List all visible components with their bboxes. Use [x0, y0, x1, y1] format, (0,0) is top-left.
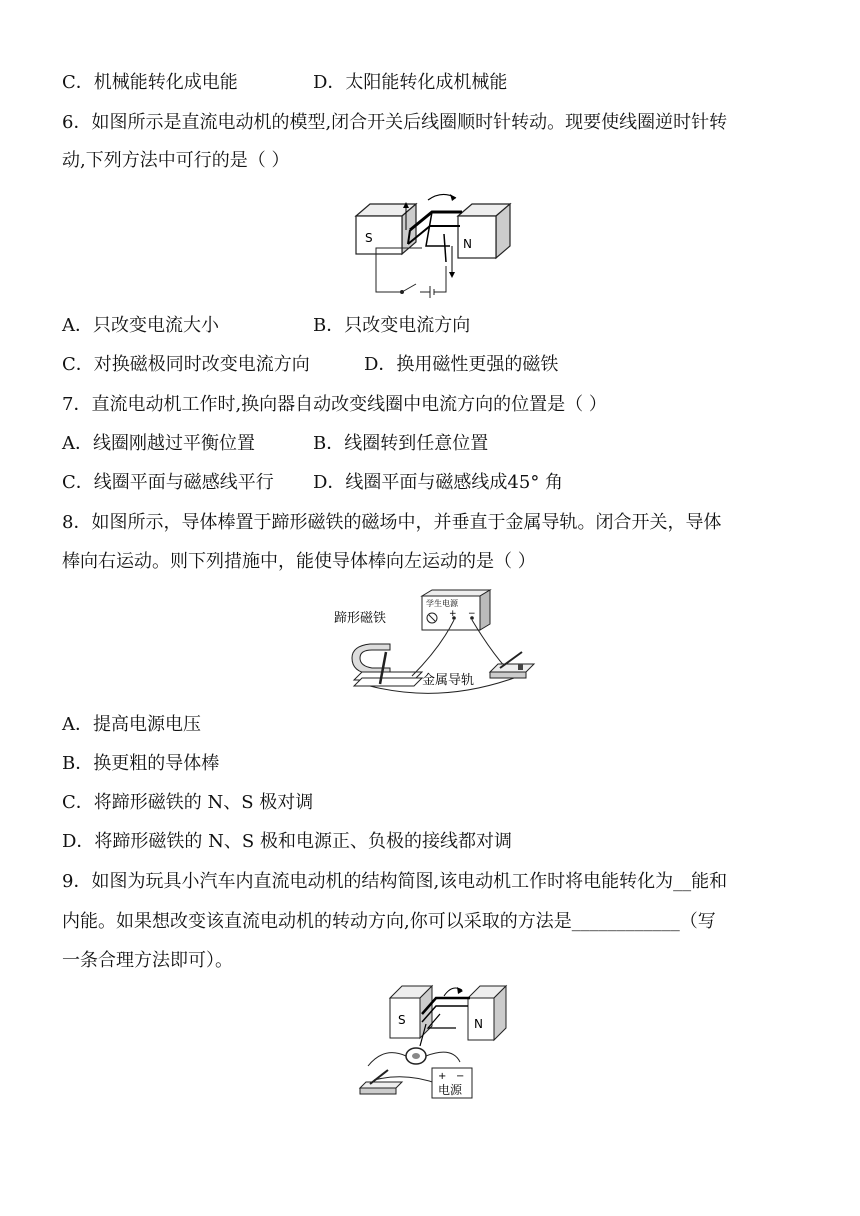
- q9-s-magnet: [390, 986, 432, 1038]
- q8-power-label: 学生电源: [426, 599, 458, 608]
- q9-n-magnet: [468, 986, 506, 1040]
- q9-stem-line-1: 9．如图为玩具小汽车内直流电动机的结构简图,该电动机工作时将电能转化为__能和: [62, 871, 728, 892]
- q9-switch: [360, 1070, 402, 1094]
- q8-plus-label: +: [449, 609, 457, 619]
- q8-option-d: D．将蹄形磁铁的 N、S 极和电源正、负极的接线都对调: [62, 831, 512, 852]
- q8-rail-label: 金属导轨: [422, 673, 475, 688]
- q8-stem-line-1: 8．如图所示，导体棒置于蹄形磁铁的磁场中，并垂直于金属导轨。闭合开关，导体: [62, 512, 722, 533]
- q9-minus-label: −: [456, 1071, 465, 1082]
- q7-stem: 7．直流电动机工作时,换向器自动改变线圈中电流方向的位置是（ ）: [62, 394, 607, 415]
- q6-option-d: D．换用磁性更强的磁铁: [364, 354, 559, 375]
- q5-option-d: D．太阳能转化成机械能: [313, 72, 508, 93]
- q8-option-b: B．换更粗的导体棒: [62, 753, 220, 774]
- q5-option-c: C．机械能转化成电能: [62, 72, 238, 93]
- q9-n-label: N: [474, 1017, 483, 1031]
- q6-s-magnet: [356, 204, 416, 254]
- q8-magnet-label: 蹄形磁铁: [334, 611, 387, 626]
- q6-motor-figure: [350, 186, 516, 298]
- q7-option-b: B．线圈转到任意位置: [313, 433, 489, 454]
- q8-option-c: C．将蹄形磁铁的 N、S 极对调: [62, 792, 314, 813]
- q6-option-b: B．只改变电流方向: [313, 315, 471, 336]
- q8-option-a: A．提高电源电压: [62, 714, 201, 735]
- q8-stem-line-2: 棒向右运动。则下列措施中，能使导体棒向左运动的是（ ）: [62, 551, 536, 572]
- q6-n-label: N: [463, 237, 472, 251]
- q9-plus-label: +: [438, 1071, 447, 1082]
- q8-rail-figure: [330, 588, 540, 696]
- q9-s-label: S: [398, 1013, 406, 1027]
- q6-s-label: S: [365, 231, 373, 245]
- q7-option-c: C．线圈平面与磁感线平行: [62, 472, 274, 493]
- q9-stem-line-2: 内能。如果想改变该直流电动机的转动方向,你可以采取的方法是____________（写: [62, 911, 716, 932]
- q7-option-d: D．线圈平面与磁感线成45° 角: [313, 472, 564, 493]
- q9-motor-figure: [356, 984, 510, 1106]
- q8-minus-label: −: [468, 609, 476, 619]
- q6-option-c: C．对换磁极同时改变电流方向: [62, 354, 310, 375]
- q6-circuit: [376, 248, 446, 298]
- q9-stem-line-3: 一条合理方法即可）。: [62, 950, 233, 971]
- q9-power-label: 电源: [438, 1083, 463, 1097]
- q7-option-a: A．线圈刚越过平衡位置: [62, 433, 255, 454]
- q6-stem-line-1: 6．如图所示是直流电动机的模型,闭合开关后线圈顺时针转动。现要使线圈逆时针转: [62, 112, 728, 133]
- q6-stem-line-2: 动,下列方法中可行的是（ ）: [62, 150, 290, 171]
- q6-option-a: A．只改变电流大小: [62, 315, 219, 336]
